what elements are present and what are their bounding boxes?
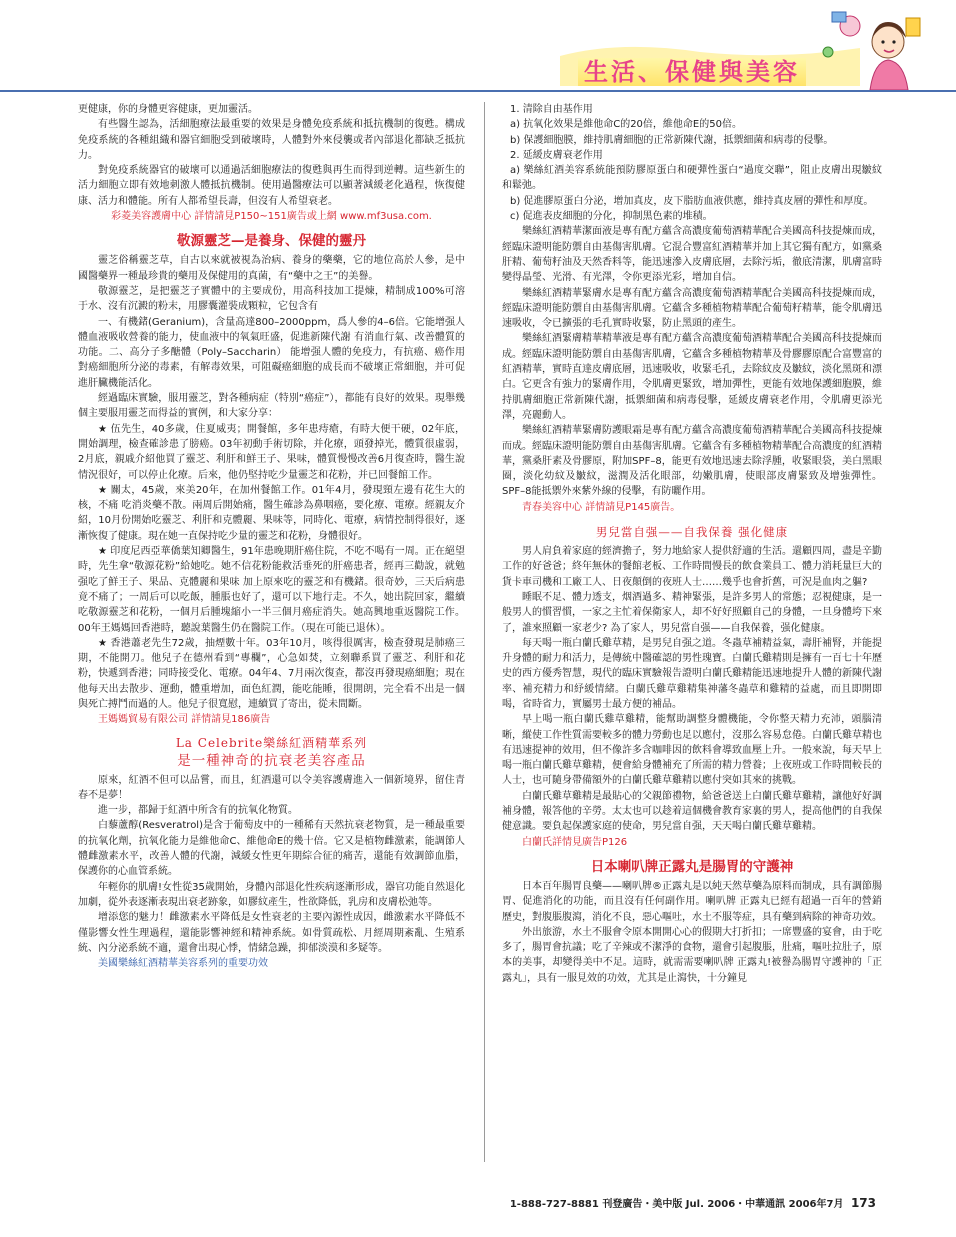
list-item: c) 促進表皮細胞的分化，抑制黑色素的堆積。 (510, 211, 713, 223)
paragraph: 一、有機鍺(Geranium)，含量高達800–2000ppm，爲人參的4–6倍。它能增强人體血液吸收營養的能力，使血液中的氧氣旺盛，促進新陳代謝 有消血行氣、改善體質的功能。二、高分子多醣體（Poly–Saccharin） 能增强人體的免疫力，有抗癌、癌作用 對癌細胞所分泌的毒素，有解毒效果，可阻礙癌細胞的成長而不破壞正常細胞，并可促進肝臟機能活化。 (78, 316, 465, 389)
ad-reference: 白蘭氏詳情見廣告P126 (522, 836, 628, 848)
article-subtitle-red-wine: 是一種神奇的抗衰老美容產品 (177, 752, 366, 769)
paragraph: 靈芝俗稱靈芝草，自古以來就被視為治病、養身的藥藥，它的地位高於人參，是中國醫藥界一種最珍貴的藥用及保健用的真菌，有“藥中之王”的美譽。 (78, 255, 465, 282)
paragraph: 樂絲紅酒精華緊膚水是專有配方蘊含高濃度葡萄酒精華配合美國高科技提煉而成，經臨床證明能防禦自由基傷害肌膚。它蘊含多種植物精華配合葡萄籽精華，能令肌膚迅速吸收，令已擴張的毛孔實時收緊，防止黑頭的產生。 (502, 287, 882, 330)
paragraph: 原來，紅酒不但可以品嘗，而且，紅酒還可以令美容護膚進入一個新境界，留住青春不是夢！ (78, 774, 465, 801)
list-item: a) 樂絲紅酒美容系統能預防膠原蛋白和硬彈性蛋白“過度交聯”，阻止皮膚出現皺紋和鬆弛。 (502, 165, 882, 192)
paragraph: 樂絲紅酒精華緊膚防護眼霜是專有配方蘊含高濃度葡萄酒精華配合美國高科技提煉而成。經臨床證明能防禦自由基傷害肌膚。它蘊含有多種植物精華配合高濃度的紅酒精華，黨桑肝素及骨膠原，附加SPF–8，能更有效地迅速去除浮腫，收緊眼袋，美白黑眼圈，淡化幼紋及皺紋，滋潤及活化眼部，幼嫩肌膚，使眼部皮膚緊致及增強彈性。SPF–8能抵禦外來紫外線的侵擊，有防曬作用。 (502, 425, 882, 498)
paragraph: 進一步，都歸于紅酒中所含有的抗氧化物質。 (98, 805, 298, 817)
list-item: a) 抗氧化效果是維他命C的20倍，維他命E的50倍。 (510, 119, 742, 131)
paragraph: 早上喝一瓶白蘭氏雞草雞精，能幫助調整身體機能，令你整天精力充沛，頭腦清晰，縱使工作性質需要較多的體力勞動也足以應付，沒那么容易怠倦。白蘭氏雞草精也有迅速提神的效用，但不像許多含咖啡因的飲料會導致血壓上升。一般來說，每天早上喝一瓶白蘭氏雞草雞精，便會給身體補充了所需的精力營養；上夜班或工作時間較長的人士，也可隨身帶備額外的白蘭氏雞草雞精以應付突如其來的挑戰。 (502, 714, 882, 787)
column-divider (484, 102, 485, 1162)
list-item: 2. 延緩皮膚衰老作用 (510, 149, 603, 161)
list-item: 1. 清除自由基作用 (510, 104, 593, 115)
section-title: 生活、保健與美容 (578, 58, 806, 86)
paragraph: 白蘭氏雞草雞精是最貼心的父親節禮物，給爸爸送上白蘭氏雞草雞精，讓他好好調補身體，報答他的辛勞。太太也可以趁着這個機會教育家裏的男人，提高他們的自我保健意識。要負起保護家庭的使命，男兒當自强，天天喝白蘭氏雞草雞精。 (502, 790, 882, 833)
testimonial: ★ 香港蕭老先生72歲，抽煙數十年。03年10月，咳得很厲害，檢查發現是肺癌三期，不能開刀。他兒子在德州看到“專欄”，心急如焚，立刻聯系買了靈芝、利肝和花粉，快遞到香港；同時接受化、電療。04年4、7月兩次復查，都沒再發現癌細胞；現在他每天出去散步、運動，體重增加，面色紅潤，能吃能睡，很開朗，完全看不出是一個與死亡搏鬥而過的人。他兒子很寬慰，連續買了寄出，從未間斷。 (78, 637, 465, 710)
ad-reference: 青春美容中心 詳情請見P145廣告。 (522, 501, 681, 513)
paragraph: 年輕你的肌膚!女性從35歲開始，身體內部退化性疾病逐漸形成，器官功能自然退化加劇，從外表逐漸表現出衰老跡象，如膠紋產生，性欲降低，乳房和皮膚松弛等。 (78, 881, 465, 908)
paragraph: 男人肩負着家庭的經濟擔子，努力地給家人提供舒適的生活。還顧四周，盡是辛勤工作的好爸爸；終年無休的餐館老板、工作時間慢長的飲食業員工、體力消耗量巨大的貨卡車司機和工廠工人、日夜顛倒的夜班人士……幾乎也會折舊，可況是血肉之軀? (502, 546, 882, 588)
header-divider (0, 90, 956, 92)
paragraph: 增添您的魅力！雌激素水平降低是女性衰老的主要內源性成因，雌激素水平降低不僅影響女性生理過程，還能影響神經和精神系統。如骨質疏松、月經周期紊亂、生殖系統、內分泌系統不適，還會出現心悸，情緒急躁，抑郁淡漠和多疑等。 (78, 912, 465, 954)
ad-reference: 美國樂絲紅酒精華美容系列的重要功效 (98, 958, 268, 970)
paragraph: 每天喝一瓶白蘭氏雞草精，是男兒自强之道。冬蟲草補精益氣，壽肝補腎，并能提升身體的耐力和活力，是傳統中醫確認的男性瑰寶。白蘭氏雞精則是擁有一百七十年歷史的西方優秀智慧，現代的臨床實驗報告證明白蘭氏雞精能迅速地提升人體的新陳代謝率、補充精力和紓緩情緒。白蘭氏雞草雞精集神藩冬蟲草和雞精的益處，而且即開即喝，省時省力，實屬男士最方便的補品。 (502, 637, 882, 710)
left-column (78, 102, 465, 1162)
paragraph: 敬源靈芝，是把靈芝子實體中的主要成份，用高科技加工提煉，精制成100%可溶于水、沒有沉澱的粉末，用膠囊灌裝成顆粒，它包含有 (78, 285, 465, 313)
page-number: 173 (850, 1196, 876, 1210)
paragraph: 白藜蘆醇(Resveratrol)是含于葡萄皮中的一種稀有天然抗衰老物質，是一種最重要的抗氧化劑，抗氧化能力是維他命C、維他命E的幾十倍。它又是植物雌激素，能調節人體雌激素水平，改善人體的代謝，減緩女性更年期綜合征的痛苦，還能有效調節血脂，保護你的心血管系統。 (78, 820, 465, 878)
article-title-men-health: 男兒當自强——自我保養 强化健康 (595, 525, 789, 540)
paragraph: 樂絲紅酒緊膚精華精華液是專有配方蘊含高濃度葡萄酒精華配合美國高科技提煉而成。經臨床證明能防禦自由基傷害肌膚，它蘊含多種植物精華及骨膠膠原配合富豐富的紅酒精華，實時直達皮膚底層，迅速吸收，收緊毛孔，去除紋皮及皺紋，淡化黑斑和漂白。它更含有強力的緊膚作用，令肌膚更緊致，增加彈性，更能有效地保護細胞膜，維持肌膚細胞正常新陳代謝，抵禦細菌和病毒侵擊，延緩皮膚衰老作用，令肌膚更添光澤，亮麗動人。 (502, 333, 882, 421)
paragraph: 外出旅游，水土不服會令原本開開心心的假期大打折扣；一席豐盛的宴會，由于吃多了，腸胃會抗議；吃了辛辣或不潔淨的食物，還會引起腹脹，肚痛，嘔吐拉肚子，原本的美事，却變得美中不足。這時，就需需要喇叭牌 正露丸!被譽為腸胃守護神的「正露丸」，具有一服見效的功效，尤其是止瀉快，十分鐘見 (502, 926, 882, 984)
paragraph: 經過臨床實驗，服用靈芝，對各種病症（特別“癌症”），都能有良好的效果。現舉幾個主要服用靈芝而得益的實例，和大家分享： (78, 393, 465, 420)
paragraph: 更健康，你的身體更容健康，更加靈活。 (78, 104, 258, 115)
right-column (502, 102, 882, 1162)
paragraph: 有些醫生認為，活細胞療法最重要的效果是身體免疫系統和抵抗機制的復甦。構成免疫系統的各種組織和器官細胞受到破壞時，人體對外來侵襲或者內部退化都缺乏抵抗力。 (78, 119, 465, 161)
page-footer (510, 1195, 876, 1210)
ad-reference: 彩菱美容護膚中心 詳情請見P150~151廣告或上網 www.mf3usa.com. (111, 211, 432, 223)
woman-illustration-icon (810, 4, 930, 90)
list-item: b) 保護細胞膜，維持肌膚細胞的正常新陳代謝，抵禦細菌和病毒的侵擊。 (510, 134, 834, 146)
paragraph: 睡眠不足、體力透支，烟酒過多、精神緊張，是許多男人的常態；忍視健康，是一般男人的慣習慣，一家之主忙着保衛家人，却不好好照顧自己的身體，一旦身體垮下來了，誰來照顧一家老少? 為了家人，男兒當自强——自我保養，强化健康。 (502, 591, 882, 634)
footer-text: 1-888-727-8881 刊登廣告・美中版 Jul. 2006・中華通訊 2006年7月 (509, 1199, 844, 1210)
ad-reference: 王媽媽貿易有限公司 詳情請見186廣告 (98, 714, 271, 726)
list-item: b) 促進膠原蛋白分泌，增加真皮，皮下脂肪血液供應，維持真皮層的彈性和厚度。 (510, 195, 874, 207)
paragraph: 日本百年腸胃良藥——喇叭牌®正露丸是以純天然草藥為原料而制成，具有調節腸胃、促進消化的功能，而且沒有任何副作用。喇叭牌 正露丸已經有超過一百年的營銷歷史，對腹脹腹瀉，消化不良，惡心嘔吐，水土不服等症，具有藥到病除的神奇功效。 (502, 880, 882, 923)
testimonial: ★ 印度尼西亞華僑葉知卿醫生，91年患晚期肝癌住院，不吃不喝有一周。正在絕望時，先生拿“敬源花粉”給她吃。她不信花粉能救活垂死的肝癌患者，經再三勸說，就勉强吃了鮮王子、果品、克體麗和果味 加上原來吃的靈芝和有機鍺。很奇妙，三天后病患竟不痛了；一周后可以吃飯，腫脹也好了，還可以下地行走。不久，她出院回家，繼續吃敬源靈芝和花粉，一個月后腫塊縮小一半三個月癌症消失。她高興地重返醫院工作。00年王媽媽回香港時，聽說葉醫生仍在醫院工作。（現在可能已退休）。 (78, 546, 465, 634)
testimonial: ★ 關太，45歲，來美20年，在加州餐館工作。01年4月，發現頸左邊有花生大的核，不痛 吃消炎藥不散。兩周后開始痛，醫生確診為鼻咽癌，要化療、電療。經親友介紹，10月份開始吃靈芝、利肝和克體麗、果味等，同時化、電療，病情控制得很好，逐漸恢復了健康。現在她一直保持吃少量的靈芝和花粉，身體很好。 (78, 484, 465, 542)
article-title-seirogan: 日本喇叭牌正露丸是腸胃的守護神 (590, 858, 794, 875)
page-header (0, 0, 956, 100)
testimonial: ★ 伍先生，40多歲，住夏威夷；開餐館，多年患痔瘡，有時大便干硬，02年底，開始調理，檢查確診患了膀癌。03年初動手術切除，并化療，頭發掉光，體質很虛弱，2月底，親戚介紹他買了靈芝、利肝和鮮王子、果味，體質慢慢改善6月復查時，醫生說情況很好，可以停止化療。后來，他仍堅持吃少量靈芝和花粉，并已回餐館工作。 (78, 423, 465, 481)
article-title-red-wine: La Celebrite樂絲紅酒精華系列 (175, 735, 368, 750)
paragraph: 樂絲紅酒精華潔面液是專有配方蘊含高濃度葡萄酒精華配合美國高科技提煉而成，經臨床證明能防禦自由基傷害肌膚。它混合豐富紅酒精華并加上其它獨有配方，如黨桑肝精、葡萄籽油及天然香料等，能迅速滲入皮膚底層，去除污垢，徹底清潔，肌膚富時變得晶瑩、光滑、有光澤，令你更添光彩，增加自信。 (502, 226, 882, 284)
article-title-lingzhi: 敬源靈芝—是養身、保健的靈丹 (177, 233, 366, 250)
paragraph: 對免疫系統器官的破壞可以通過活細胞療法的復甦與再生而得到逆轉。這些新生的活力細胞立即有效地刺激人體抵抗機制。使用過醫療法可以顯著減緩老化過程，恢復健康、活力和體能。所有人都希望長壽，但沒有人希望衰老。 (78, 165, 465, 207)
